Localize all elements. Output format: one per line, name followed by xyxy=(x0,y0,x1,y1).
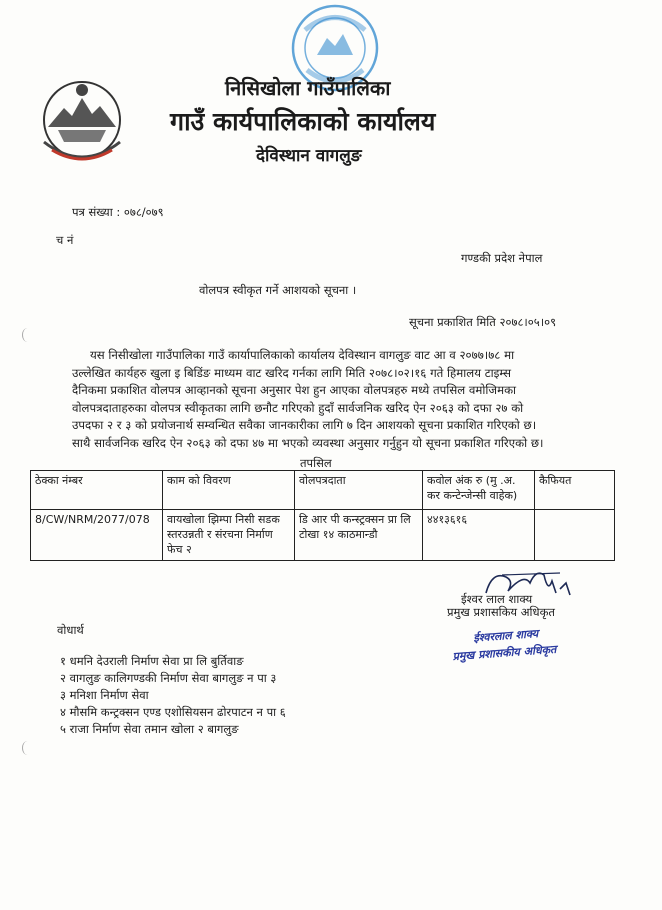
table-header-row xyxy=(31,471,615,510)
column-header: ठेक्का नंम्बर xyxy=(31,471,163,510)
table-cell: 8/CW/NRM/2077/078 xyxy=(31,510,163,561)
table-row xyxy=(31,510,615,561)
publish-date: सूचना प्रकाशित मिति २०७८।०५।०९ xyxy=(409,315,557,329)
body-line: उल्लेखित कार्यहरु खुला इ बिडिंङ माध्यम वाट खरिद गर्नका लागि मिति २०७८।०२।१६ गते हिमालय टाइम्स xyxy=(72,365,512,380)
list-item: २ वागलुङ कालिगण्डकी निर्माण सेवा बागलुङ न पा ३ xyxy=(60,671,277,685)
body-line: साथै सार्वजनिक खरिद ऐन २०६३ को दफा ४७ मा भएको व्यवस्था अनुसार गर्नुहुन यो सूचना प्रकाशित गरिएको छ। xyxy=(72,435,544,450)
officer-name-stamp xyxy=(451,623,571,669)
reference-number: पत्र संख्या : ०७८/०७९ xyxy=(72,205,164,219)
table-caption: तपसिल xyxy=(300,456,332,470)
list-item: १ धमनि देउराली निर्माण सेवा प्रा लि बुर्तिवाङ xyxy=(60,654,244,668)
office-address: देविस्थान वागलुङ xyxy=(256,146,362,166)
stamp-name: ईश्वरलाल शाक्य xyxy=(472,627,539,645)
table-cell: डि आर पी कन्स्ट्रक्सन प्रा लि टोखा १४ काठमान्डौ xyxy=(295,510,423,561)
punch-hole-mark xyxy=(22,328,33,342)
body-line: उपदफा २ र ३ को प्रयोजनार्थ सम्वन्धित सवैका जानकारीका लागि ७ दिन आशयको सूचना प्रकाशित गरिएको छ। xyxy=(72,418,537,432)
body-line: वोलपत्रदाताहरुका वोलपत्र स्वीकृतका लागि छनौट गरिएको हुदाँ सार्वजनिक खरिद ऐन २०६३ को दफा २७ को xyxy=(72,400,524,415)
office-name: गाउँ कार्यपालिकाको कार्यालय xyxy=(170,107,436,136)
distribution-list xyxy=(60,653,286,738)
stamp-title: प्रमुख प्रशासकीय अधिकृत xyxy=(452,642,557,664)
body-line: दैनिकमा प्रकाशित वोलपत्र आव्हानको सूचना अनुसार पेश हुन आएका वोलपत्रहरु मध्ये तपसिल वमोजिमका xyxy=(72,383,517,397)
body-line: यस निसीखोला गाउँपालिका गाउँ कार्यापालिकाको कार्यालय देविस्थान वागलुङ वाट आ व २०७७।७८ मा xyxy=(90,348,515,362)
table-cell xyxy=(535,510,615,561)
list-item: ४ मौसमि कन्ट्रक्सन एण्ड एशोसियसन ढोरपाटन न पा ६ xyxy=(60,705,286,719)
list-item: ५ राजा निर्माण सेवा तमान खोला २ बागलुङ xyxy=(60,722,239,736)
signatory-name: ईश्वर लाल शाक्य xyxy=(461,592,533,606)
dispatch-number: च नं xyxy=(56,233,74,247)
signatory-title: प्रमुख प्रशासकिय अधिकृत xyxy=(447,605,555,619)
list-item: ३ मनिशा निर्माण सेवा xyxy=(60,688,149,702)
notice-subject: वोलपत्र स्वीकृत गर्ने आशयको सूचना । xyxy=(199,283,357,297)
notice-body xyxy=(72,347,624,452)
punch-hole-mark xyxy=(22,741,33,755)
column-header: काम को विवरण xyxy=(163,471,295,510)
column-header: कवोल अंक रु (मु .अ. कर कन्टेन्जेन्सी वाहेक) xyxy=(423,471,535,510)
province-line: गण्डकी प्रदेश नेपाल xyxy=(461,251,543,265)
table-cell: वायखोला झिम्पा निसी सडक स्तरउन्नती र संरचना निर्माण फेच २ xyxy=(163,510,295,561)
municipality-name: निसिखोला गाउँपालिका xyxy=(225,76,391,100)
award-table xyxy=(30,470,615,561)
distribution-label: वोधार्थ xyxy=(57,623,84,637)
column-header: वोलपत्रदाता xyxy=(295,471,423,510)
column-header: कैफियत xyxy=(535,471,615,510)
table-cell: ४४१३६१६ xyxy=(423,510,535,561)
government-emblem-icon xyxy=(38,72,126,172)
